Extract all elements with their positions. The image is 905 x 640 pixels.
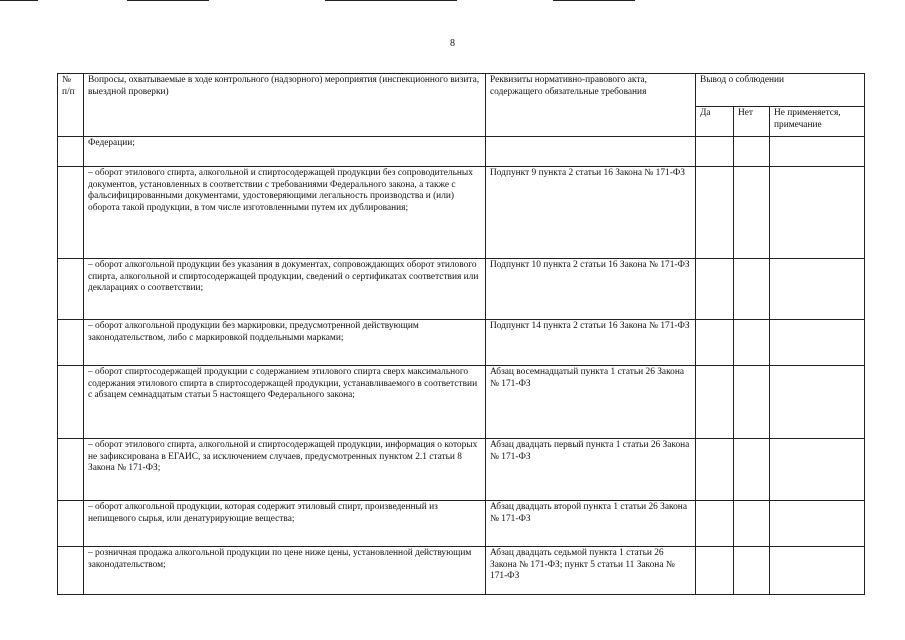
- header-no: Нет: [734, 107, 770, 137]
- cell-no[interactable]: [734, 547, 770, 595]
- row-requisites: Абзац восемнадцатый пункта 1 статьи 26 Закона № 171-ФЗ: [486, 366, 696, 439]
- row-num: [58, 259, 84, 320]
- row-num: [58, 320, 84, 366]
- cell-yes[interactable]: [696, 167, 734, 259]
- cell-no[interactable]: [734, 320, 770, 366]
- row-requisites: [486, 137, 696, 167]
- row-num: [58, 137, 84, 167]
- top-rule: [0, 0, 38, 1]
- cell-no[interactable]: [734, 167, 770, 259]
- checklist-table: [57, 73, 865, 595]
- row-num: [58, 547, 84, 595]
- top-rule: [127, 0, 209, 1]
- header-na: Не применяется, примечание: [770, 107, 865, 137]
- cell-na[interactable]: [770, 320, 865, 366]
- row-requisites: Абзац двадцать первый пункта 1 статьи 26 Закона № 171-ФЗ: [486, 439, 696, 501]
- table-row: [58, 366, 865, 439]
- row-question: – оборот алкогольной продукции без маркировки, предусмотренной действующим законодательством, либо с маркировкой поддельными марками;: [84, 320, 486, 366]
- row-question: – розничная продажа алкогольной продукции по цене ниже цены, установленной действующим законодательством;: [84, 547, 486, 595]
- row-num: [58, 439, 84, 501]
- row-question: – оборот алкогольной продукции, которая содержит этиловый спирт, произведенный из непищевого сырья, или денатурирующие вещества;: [84, 501, 486, 547]
- cell-na[interactable]: [770, 137, 865, 167]
- table-row: [58, 320, 865, 366]
- table-row: [58, 547, 865, 595]
- cell-no[interactable]: [734, 259, 770, 320]
- cell-no[interactable]: [734, 137, 770, 167]
- cell-yes[interactable]: [696, 137, 734, 167]
- row-question: – оборот этилового спирта, алкогольной и спиртосодержащей продукции без сопроводительных документов, установленных в соответствии с требованиями Федерального закона, а также с фальсифицированными документами, удостоверяющими легальность производства и (или) оборота такой продукции, в том числе изготовленными путем их дублирования;: [84, 167, 486, 259]
- row-requisites: Абзац двадцать второй пункта 1 статьи 26 Закона № 171-ФЗ: [486, 501, 696, 547]
- cell-yes[interactable]: [696, 366, 734, 439]
- cell-na[interactable]: [770, 259, 865, 320]
- cell-na[interactable]: [770, 439, 865, 501]
- row-requisites: Абзац двадцать седьмой пункта 1 статьи 26 Закона № 171-ФЗ; пункт 5 статьи 11 Закона № 171-ФЗ: [486, 547, 696, 595]
- cell-no[interactable]: [734, 439, 770, 501]
- header-row: [58, 74, 865, 107]
- row-requisites: Подпункт 9 пункта 2 статьи 16 Закона № 171-ФЗ: [486, 167, 696, 259]
- table-row: [58, 439, 865, 501]
- cell-yes[interactable]: [696, 547, 734, 595]
- header-num: № п/п: [58, 74, 84, 137]
- row-requisites: Подпункт 10 пункта 2 статьи 16 Закона № 171-ФЗ: [486, 259, 696, 320]
- top-rule: [553, 0, 635, 1]
- cell-na[interactable]: [770, 167, 865, 259]
- row-question: – оборот спиртосодержащей продукции с содержанием этилового спирта сверх максимального содержания этилового спирта в спиртосодержащей продукции, устанавливаемого в соответствии с абзацем семнадцатым статьи 5 настоящего Федерального закона;: [84, 366, 486, 439]
- cell-no[interactable]: [734, 366, 770, 439]
- table-row: [58, 137, 865, 167]
- row-num: [58, 501, 84, 547]
- cell-yes[interactable]: [696, 320, 734, 366]
- cell-yes[interactable]: [696, 259, 734, 320]
- row-num: [58, 167, 84, 259]
- cell-na[interactable]: [770, 366, 865, 439]
- row-num: [58, 366, 84, 439]
- row-requisites: Подпункт 14 пункта 2 статьи 16 Закона № 171-ФЗ: [486, 320, 696, 366]
- page-number: 8: [450, 38, 455, 49]
- header-question: Вопросы, охватываемые в ходе контрольного (надзорного) мероприятия (инспекционного визита, выездной проверки): [84, 74, 486, 137]
- cell-yes[interactable]: [696, 439, 734, 501]
- header-requisites: Реквизиты нормативно-правового акта, содержащего обязательные требования: [486, 74, 696, 137]
- header-yes: Да: [696, 107, 734, 137]
- row-question: Федерации;: [84, 137, 486, 167]
- cell-na[interactable]: [770, 547, 865, 595]
- row-question: – оборот алкогольной продукции без указания в документах, сопровождающих оборот этилового спирта, алкогольной и спиртосодержащей продукции, сведений о сертификатах соответствия или декларациях о соответствии;: [84, 259, 486, 320]
- header-compliance: Вывод о соблюдении: [696, 74, 865, 107]
- cell-no[interactable]: [734, 501, 770, 547]
- top-rule: [325, 0, 457, 1]
- cell-na[interactable]: [770, 501, 865, 547]
- table-row: [58, 501, 865, 547]
- cell-yes[interactable]: [696, 501, 734, 547]
- table-row: [58, 259, 865, 320]
- table-row: [58, 167, 865, 259]
- row-question: – оборот этилового спирта, алкогольной и спиртосодержащей продукции, информация о которых не зафиксирована в ЕГАИС, за исключением случаев, предусмотренных пунктом 2.1 статьи 8 Закона № 171-ФЗ;: [84, 439, 486, 501]
